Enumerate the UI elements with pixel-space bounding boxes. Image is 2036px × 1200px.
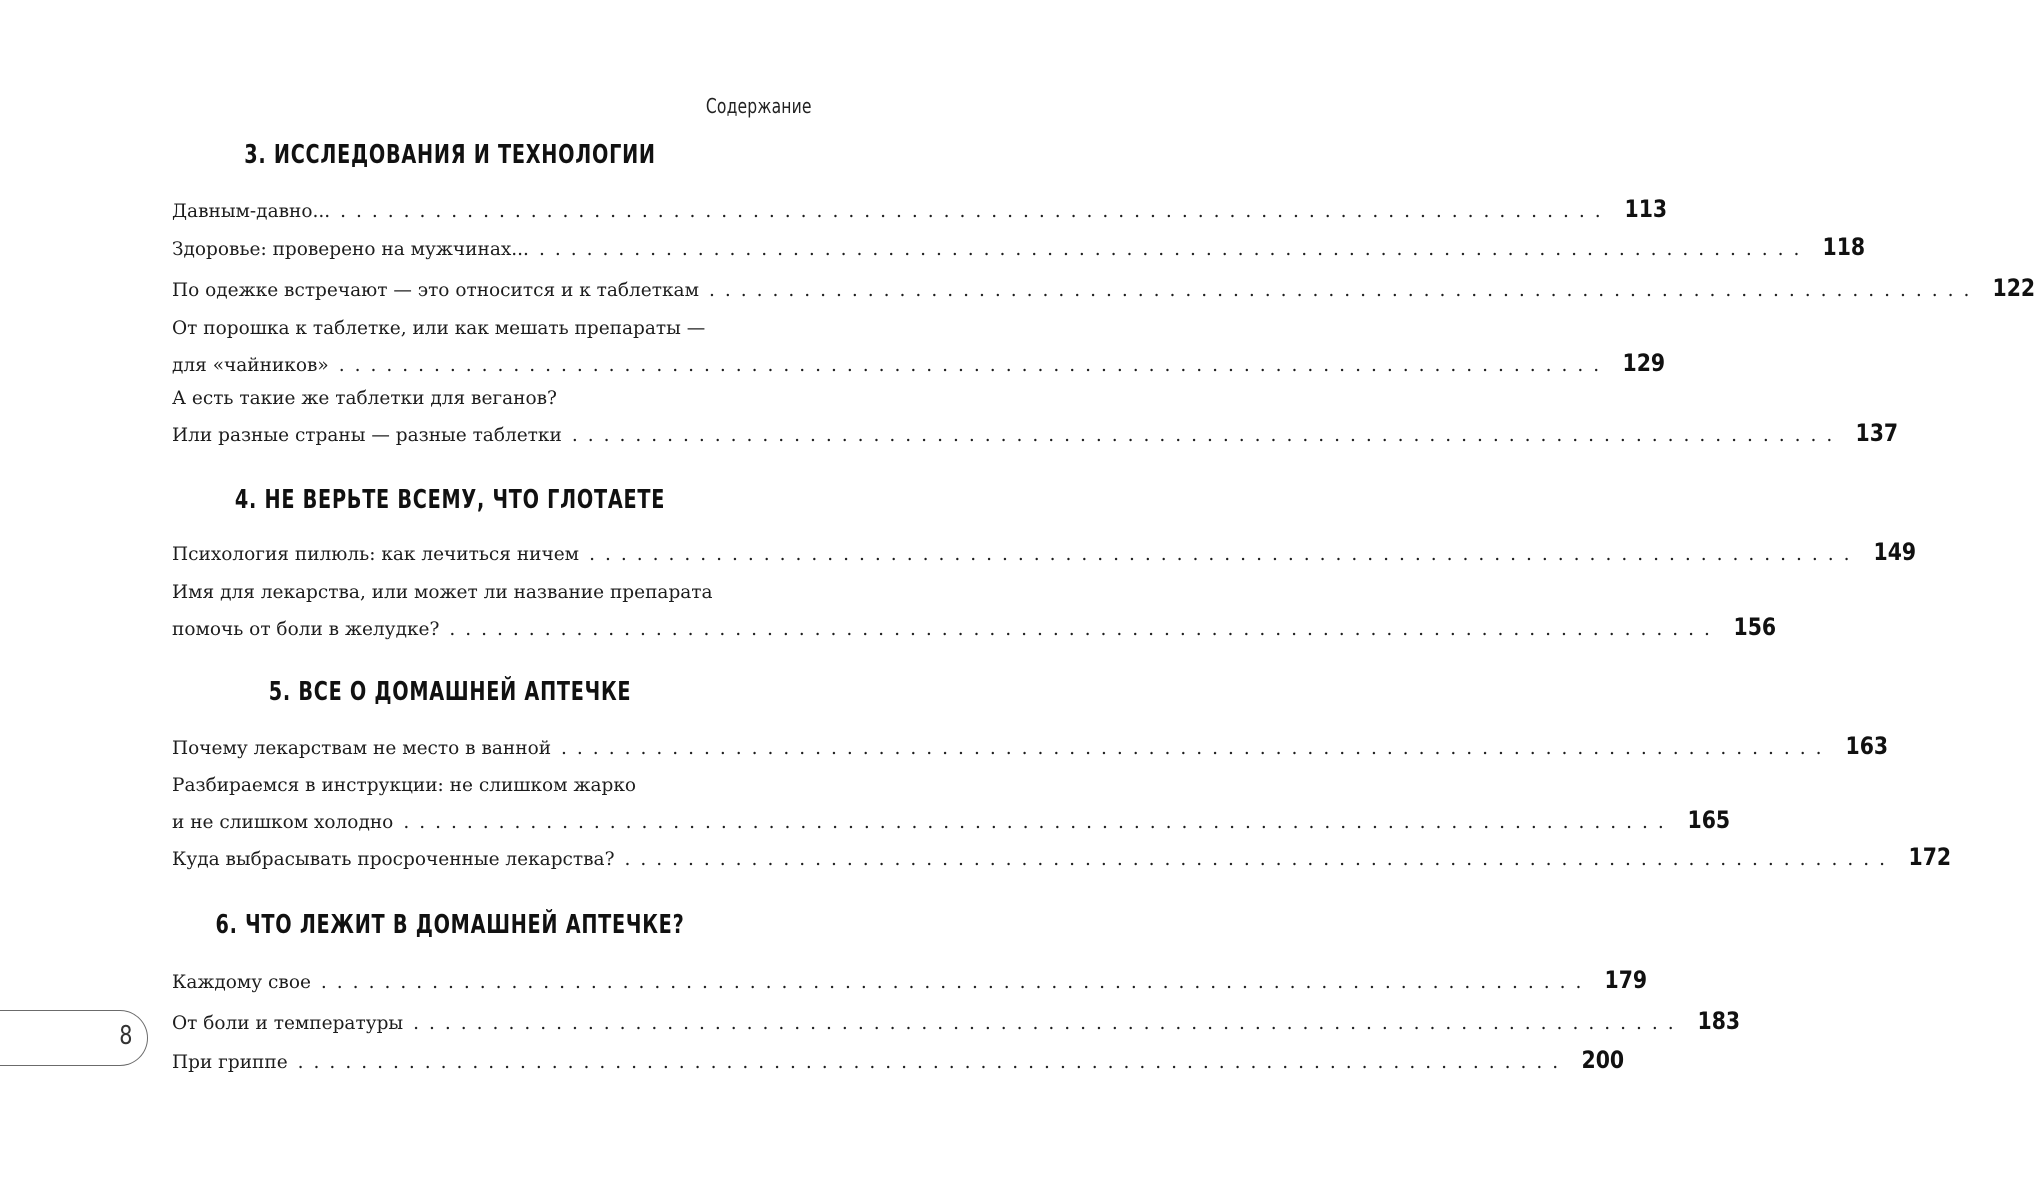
section-title-5: 5. ВСЕ О ДОМАШНЕЙ АПТЕЧКЕ (268, 677, 632, 707)
page-number: 172 (1908, 843, 1952, 871)
dot-leader: ................................................................................ (449, 619, 1720, 640)
dot-leader: ................................................................................ (538, 239, 1810, 260)
entry-title: и не слишком холодно (172, 812, 394, 833)
dot-leader: ................................................................................ (413, 1013, 1684, 1034)
toc-entry[interactable] (172, 382, 1899, 453)
page-number: 165 (1687, 806, 1730, 834)
entry-title: Почему лекарствам не место в ванной (172, 738, 552, 759)
entry-title: Психология пилюль: как лечиться ничем (172, 544, 580, 565)
page-number: 129 (1622, 349, 1666, 377)
toc-entry[interactable] (172, 840, 1952, 877)
entry-title: При гриппе (172, 1052, 288, 1073)
dot-leader: ................................................................................ (708, 280, 1980, 301)
entry-title: Каждому свое (172, 972, 311, 993)
entry-title-line: А есть такие же таблетки для веганов? (172, 388, 557, 409)
page-number: 137 (1855, 419, 1899, 447)
dot-leader: ................................................................................ (403, 812, 1674, 833)
toc-entry[interactable] (172, 535, 1916, 572)
dot-leader: ................................................................................ (297, 1052, 1569, 1073)
page-number: 163 (1845, 732, 1888, 760)
dot-leader: ................................................................................ (320, 972, 1592, 993)
entry-title: Давным-давно... (172, 201, 331, 222)
dot-leader: ................................................................................ (571, 425, 1843, 446)
dot-leader: ................................................................................ (624, 849, 1895, 870)
section-title-3: 3. ИССЛЕДОВАНИЯ И ТЕХНОЛОГИИ (244, 140, 656, 170)
page-number: 122 (1992, 274, 2036, 302)
entry-title: для «чайников» (172, 355, 329, 376)
dot-leader: ................................................................................ (561, 738, 1832, 759)
toc-entry[interactable] (172, 729, 1888, 766)
page-number: 179 (1604, 966, 1648, 994)
entry-title: От боли и температуры (172, 1013, 404, 1034)
entry-title: Здоровье: проверено на мужчинах... (172, 239, 529, 260)
running-header: Содержание (706, 94, 812, 118)
page-number: 156 (1733, 613, 1776, 641)
page-number: 183 (1697, 1007, 1740, 1035)
page-number: 149 (1873, 538, 1916, 566)
entry-title: По одежке встречают — это относится и к таблеткам (172, 280, 699, 301)
entry-title-line: Имя для лекарства, или может ли название препарата (172, 582, 713, 603)
entry-title: помочь от боли в желудке? (172, 619, 440, 640)
toc-entry[interactable] (172, 963, 1648, 1000)
toc-entry[interactable] (172, 1043, 1625, 1080)
entry-title-line: От порошка к таблетке, или как мешать препараты — (172, 318, 706, 339)
toc-entry[interactable] (172, 769, 1730, 840)
entry-title: Или разные страны — разные таблетки (172, 425, 562, 446)
toc-entry[interactable] (172, 312, 1666, 383)
page-number: 118 (1822, 233, 1866, 261)
entry-title: Куда выбрасывать просроченные лекарства? (172, 849, 615, 870)
toc-entry[interactable] (172, 576, 1776, 647)
dot-leader: ................................................................................ (340, 201, 1611, 222)
page-number: 200 (1581, 1046, 1625, 1074)
section-title-6: 6. ЧТО ЛЕЖИТ В ДОМАШНЕЙ АПТЕЧКЕ? (215, 910, 685, 940)
dot-leader: ................................................................................ (338, 355, 1610, 376)
entry-title-line: Разбираемся в инструкции: не слишком жарко (172, 775, 637, 796)
dot-leader: ................................................................................ (589, 544, 1860, 565)
folio-number: 8 (119, 1021, 133, 1051)
toc-entry[interactable] (172, 192, 1667, 229)
page-number-tab (0, 1010, 148, 1066)
toc-entry[interactable] (172, 1004, 1740, 1041)
section-title-4: 4. НЕ ВЕРЬТЕ ВСЕМУ, ЧТО ГЛОТАЕТЕ (234, 485, 666, 515)
page-number: 113 (1624, 195, 1667, 223)
toc-entry[interactable] (172, 271, 2036, 308)
toc-entry[interactable] (172, 230, 1866, 267)
